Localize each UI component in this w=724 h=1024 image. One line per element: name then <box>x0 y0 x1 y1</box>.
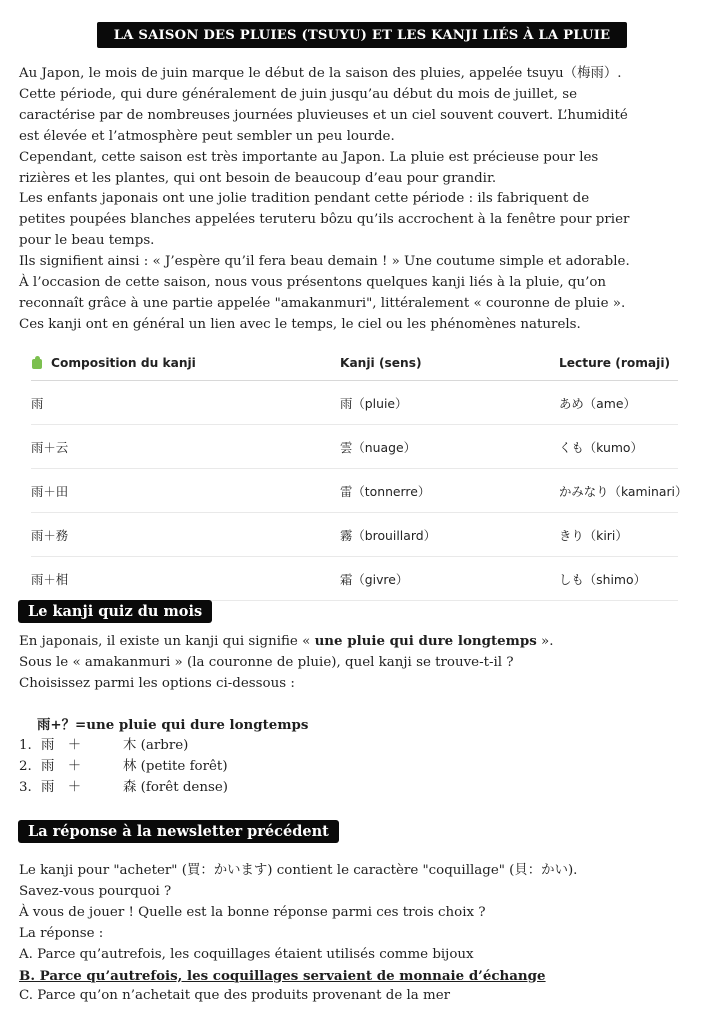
kanji-table <box>31 346 688 601</box>
table-header-cell: Lecture (romaji) <box>559 356 671 370</box>
intro-line: rizières et les plantes, qui ont besoin de beaucoup d’eau pour grandir. <box>19 170 497 186</box>
option-kanji: 雨 ＋ <box>41 758 82 774</box>
answer-heading: La réponse à la newsletter précédent <box>18 820 339 843</box>
answer-option-b: B. Parce qu’autrefois, les coquillages servaient de monnaie d’échange <box>19 967 546 984</box>
intro-line: Au Japon, le mois de juin marque le début de la saison des pluies, appelée tsuyu（梅雨）. <box>19 66 622 81</box>
puzzle-icon <box>31 356 45 370</box>
answer-line: Le kanji pour "acheter" (買：かいます) contient le caractère "coquillage" (貝：かい). <box>19 863 578 878</box>
table-row <box>31 469 688 513</box>
table-cell: 雨＋相 <box>31 571 69 587</box>
quiz-formula: 雨+？=une pluie qui dure longtemps <box>37 717 309 733</box>
table-cell: 雷（tonnerre） <box>340 483 431 499</box>
option-value: 木 (arbre) <box>123 737 189 753</box>
answer-option-a: A. Parce qu’autrefois, les coquillages étaient utilisés comme bijoux <box>19 946 474 962</box>
intro-line: Les enfants japonais ont une jolie tradition pendant cette période : ils fabriquent de <box>19 191 590 207</box>
quiz-option <box>19 757 709 778</box>
answer-line: À vous de jouer ! Quelle est la bonne réponse parmi ces trois choix ? <box>19 904 486 920</box>
table-cell: 雨（pluie） <box>340 395 408 411</box>
table-cell: かみなり（kaminari） <box>559 483 688 499</box>
table-cell: きり（kiri） <box>559 527 628 543</box>
option-value: 林 (petite forêt) <box>123 758 228 774</box>
table-cell: 雨＋云 <box>31 439 69 455</box>
intro-line: À l’occasion de cette saison, nous vous présentons quelques kanji liés à la pluie, qu’on <box>19 275 607 291</box>
table-cell: 霜（givre） <box>340 571 409 587</box>
quiz-line: Sous le « amakanmuri » (la couronne de pluie), quel kanji se trouve-t-il ? <box>19 654 514 670</box>
table-row <box>31 381 678 425</box>
table-cell: 霧（brouillard） <box>340 527 436 543</box>
table-header-cell: Kanji (sens) <box>340 356 422 370</box>
quiz-line1-pre: En japonais, il existe un kanji qui signifie « <box>19 634 315 649</box>
answer-line: La réponse : <box>19 925 104 941</box>
intro-line: Ils signifient ainsi : « J’espère qu’il fera beau demain ! » Une coutume simple et adorable. <box>19 254 630 270</box>
intro-line: Cependant, cette saison est très importante au Japon. La pluie est précieuse pour les <box>19 149 599 165</box>
option-number: 2. <box>19 758 32 774</box>
table-cell: 雨 <box>31 395 44 411</box>
table-cell: あめ（ame） <box>559 395 636 411</box>
intro-text <box>19 64 709 336</box>
option-number: 3. <box>19 779 32 795</box>
page-title: LA SAISON DES PLUIES (TSUYU) ET LES KANJI LIÉS À LA PLUIE <box>97 22 627 48</box>
option-value: 森 (forêt dense) <box>123 779 228 795</box>
intro-line: caractérise par de nombreuses journées pluvieuses et un ciel souvent couvert. L’humidité <box>19 107 628 123</box>
table-cell: 雲（nuage） <box>340 439 416 455</box>
quiz-line1-bold: une pluie qui dure longtemps <box>314 633 537 649</box>
table-cell: しも（shimo） <box>559 571 646 587</box>
answer-option-c: C. Parce qu’on n’achetait que des produits provenant de la mer <box>19 988 451 1004</box>
quiz-line <box>19 631 709 653</box>
header-label: Composition du kanji <box>51 356 196 370</box>
option-kanji: 雨 ＋ <box>41 779 82 795</box>
answer-text <box>19 861 709 1007</box>
table-row <box>31 425 678 469</box>
intro-line: est élevée et l’atmosphère peut sembler un peu lourde. <box>19 128 395 144</box>
intro-line: pour le beau temps. <box>19 233 155 249</box>
quiz-option <box>19 736 709 757</box>
quiz-line: Choisissez parmi les options ci-dessous : <box>19 675 295 691</box>
quiz-option <box>19 778 709 799</box>
table-row <box>31 557 678 601</box>
quiz-line1-post: ». <box>536 634 554 649</box>
table-header-cell <box>31 356 340 370</box>
intro-line: Cette période, qui dure généralement de juin jusqu’au début du mois de juillet, se <box>19 86 577 102</box>
option-kanji: 雨 ＋ <box>41 737 82 753</box>
intro-line: petites poupées blanches appelées teruteru bôzu qu’ils accrochent à la fenêtre pour prier <box>19 212 630 228</box>
intro-line: Ces kanji ont en général un lien avec le temps, le ciel ou les phénomènes naturels. <box>19 316 581 332</box>
quiz-text <box>19 631 709 695</box>
answer-line: Savez-vous pourquoi ? <box>19 883 172 899</box>
quiz-heading: Le kanji quiz du mois <box>18 600 212 623</box>
option-number: 1. <box>19 737 32 753</box>
intro-line: reconnaît grâce à une partie appelée "amakanmuri", littéralement « couronne de pluie ». <box>19 295 626 311</box>
table-row <box>31 513 678 557</box>
table-header <box>31 346 678 381</box>
table-cell: 雨＋田 <box>31 483 69 499</box>
table-cell: 雨＋務 <box>31 527 69 543</box>
quiz-options <box>19 715 709 799</box>
table-cell: くも（kumo） <box>559 439 643 455</box>
